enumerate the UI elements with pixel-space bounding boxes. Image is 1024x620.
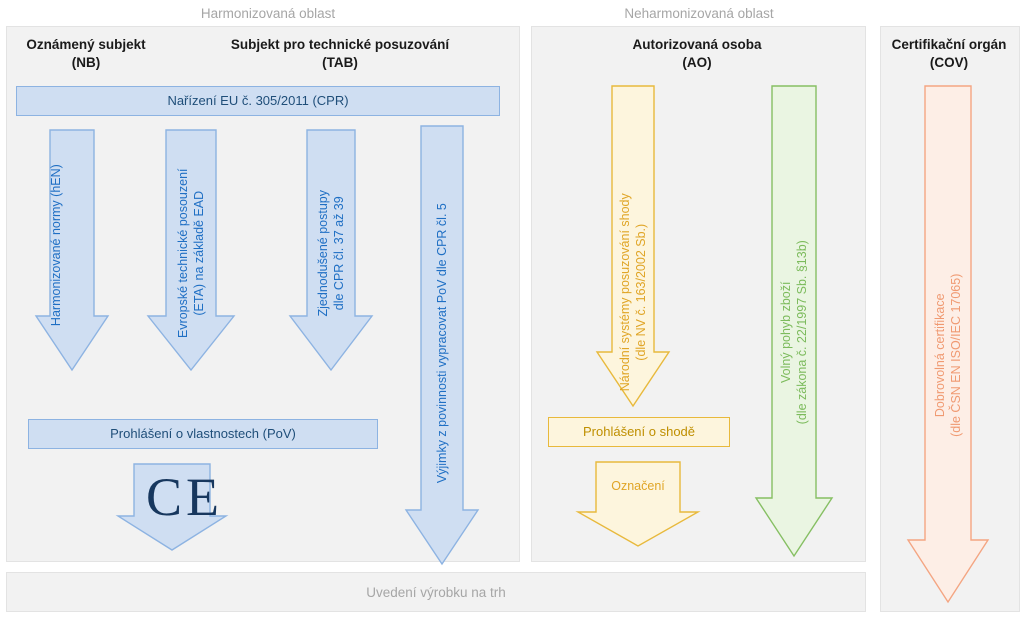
region-caption-harmonized: Harmonizovaná oblast [200,6,336,21]
arrow-hen [36,130,108,370]
arrow-exceptions-label: Výjimky z povinnosti vypracovat PoV dle CPR čl. 5 [434,203,449,484]
panel-title-nb-line1: Oznámený subjekt [26,37,146,52]
arrow-free-movement-label: Volný pohyb zboží (dle zákona č. 22/1997 Sb. §13b) [778,240,809,425]
arrow-eta [148,130,234,370]
arrow-marking-label: Označení [611,479,665,493]
bar-cpr: Nařízení EU č. 305/2011 (CPR) [16,86,500,116]
panel-title-cov [884,36,1014,72]
arrow-national-systems-label: Národní systémy posuzování shody (dle NV č. 163/2002 Sb.) [617,193,648,392]
panel-title-tab [166,36,514,72]
ce-mark: CE [146,467,224,527]
panel-title-tab-line1: Subjekt pro technické posuzování [230,37,450,52]
panel-title-ao-line2: (AO) [682,55,712,71]
panel-title-cov-line2: (COV) [929,55,969,71]
arrow-hen-label: Harmonizované normy (hEN) [48,164,63,327]
arrow-voluntary-certification [908,86,988,602]
panel-title-cov-line1: Certifikační orgán [891,37,1007,52]
bar-declaration-conformity: Prohlášení o shodě [548,417,730,447]
arrow-exceptions [406,126,478,564]
bar-pov: Prohlášení o vlastnostech (PoV) [28,419,378,449]
arrow-marking [578,462,698,546]
panel-title-ao-line1: Autorizovaná osoba [632,37,762,52]
arrow-national-systems [597,86,669,406]
bottom-bar-market-placement: Uvedení výrobku na trh [6,572,866,612]
arrow-free-movement [756,86,832,556]
arrow-simplified-label: Zjednodušené postupy dle CPR čl. 37 až 39 [315,190,346,317]
panel-title-tab-line2: (TAB) [322,55,358,71]
arrow-voluntary-certification-label: Dobrovolná certifikace (dle ČSN EN ISO/IEC 17065) [932,273,963,437]
region-caption-non-harmonized: Neharmonizovaná oblast [624,6,774,21]
panel-title-ao [536,36,858,72]
panel-title-nb [10,36,162,72]
arrow-eta-label: Evropské technické posouzení (ETA) na základě EAD [175,168,206,339]
panel-title-nb-line2: (NB) [71,55,101,71]
arrow-simplified [290,130,372,370]
